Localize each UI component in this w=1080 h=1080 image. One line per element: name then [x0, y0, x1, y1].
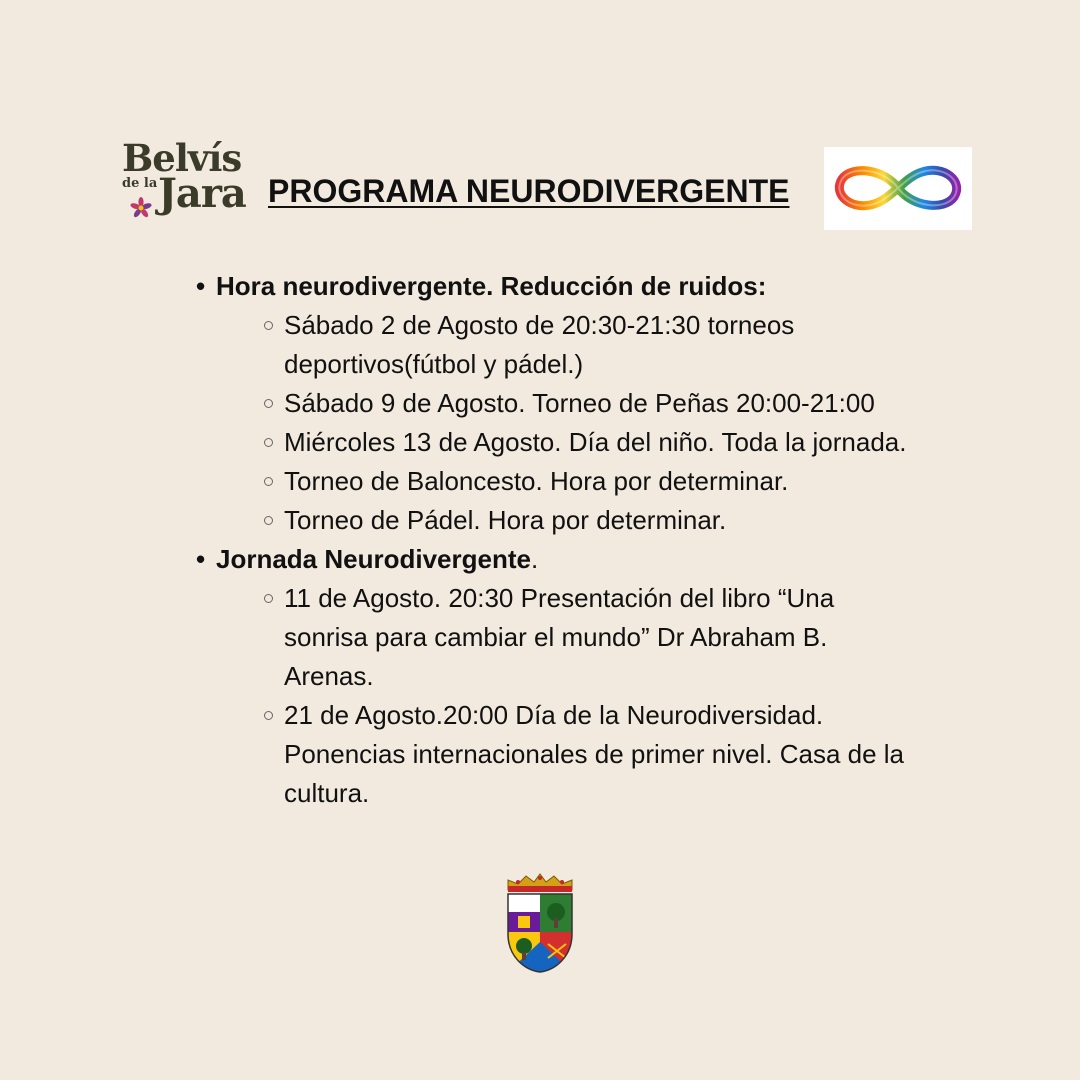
list-item-text: Torneo de Baloncesto. Hora por determinar.	[284, 466, 789, 496]
rainbow-infinity-icon	[824, 147, 972, 230]
list-item	[264, 384, 916, 423]
circle-bullet	[264, 438, 273, 447]
logo-word-de-la: de la	[122, 176, 158, 191]
coat-of-arms-icon	[504, 872, 576, 974]
circle-bullet	[264, 594, 273, 603]
flower-icon	[130, 197, 152, 219]
list-item	[264, 306, 916, 384]
list-item	[264, 423, 916, 462]
logo-word-belvis: Belvís	[122, 136, 242, 180]
belvis-de-la-jara-logo	[118, 136, 246, 222]
list-item-text: 11 de Agosto. 20:30 Presentación del libro “Una sonrisa para cambiar el mundo” Dr Abraham B. Arenas.	[284, 583, 835, 691]
list-item	[264, 696, 916, 813]
list-item-text: 21 de Agosto.20:00 Día de la Neurodiversidad. Ponencias internacionales de primer nivel. Casa de la cultura.	[284, 700, 905, 808]
list-item-text: Miércoles 13 de Agosto. Día del niño. Toda la jornada.	[284, 427, 907, 457]
page-title: PROGRAMA NEURODIVERGENTE	[268, 173, 790, 209]
bullet: •	[196, 271, 206, 301]
section-heading-suffix: .	[530, 544, 539, 574]
list-item-text: Sábado 9 de Agosto. Torneo de Peñas 20:00-21:00	[284, 388, 875, 418]
bullet: •	[196, 544, 206, 574]
section-hora-neurodivergente	[196, 267, 916, 540]
list-item	[264, 462, 916, 501]
program-list	[196, 267, 916, 813]
list-item	[264, 501, 916, 540]
logo-word-jara: Jara	[158, 170, 246, 217]
list-item	[264, 579, 916, 696]
section-jornada-neurodivergente	[196, 540, 916, 813]
circle-bullet	[264, 321, 273, 330]
circle-bullet	[264, 399, 273, 408]
circle-bullet	[264, 516, 273, 525]
circle-bullet	[264, 711, 273, 720]
section-heading: Jornada Neurodivergente	[216, 544, 531, 574]
list-item-text: Sábado 2 de Agosto de 20:30-21:30 torneos deportivos(fútbol y pádel.)	[284, 310, 795, 379]
circle-bullet	[264, 477, 273, 486]
section-heading: Hora neurodivergente. Reducción de ruidos:	[216, 271, 767, 301]
list-item-text: Torneo de Pádel. Hora por determinar.	[284, 505, 727, 535]
